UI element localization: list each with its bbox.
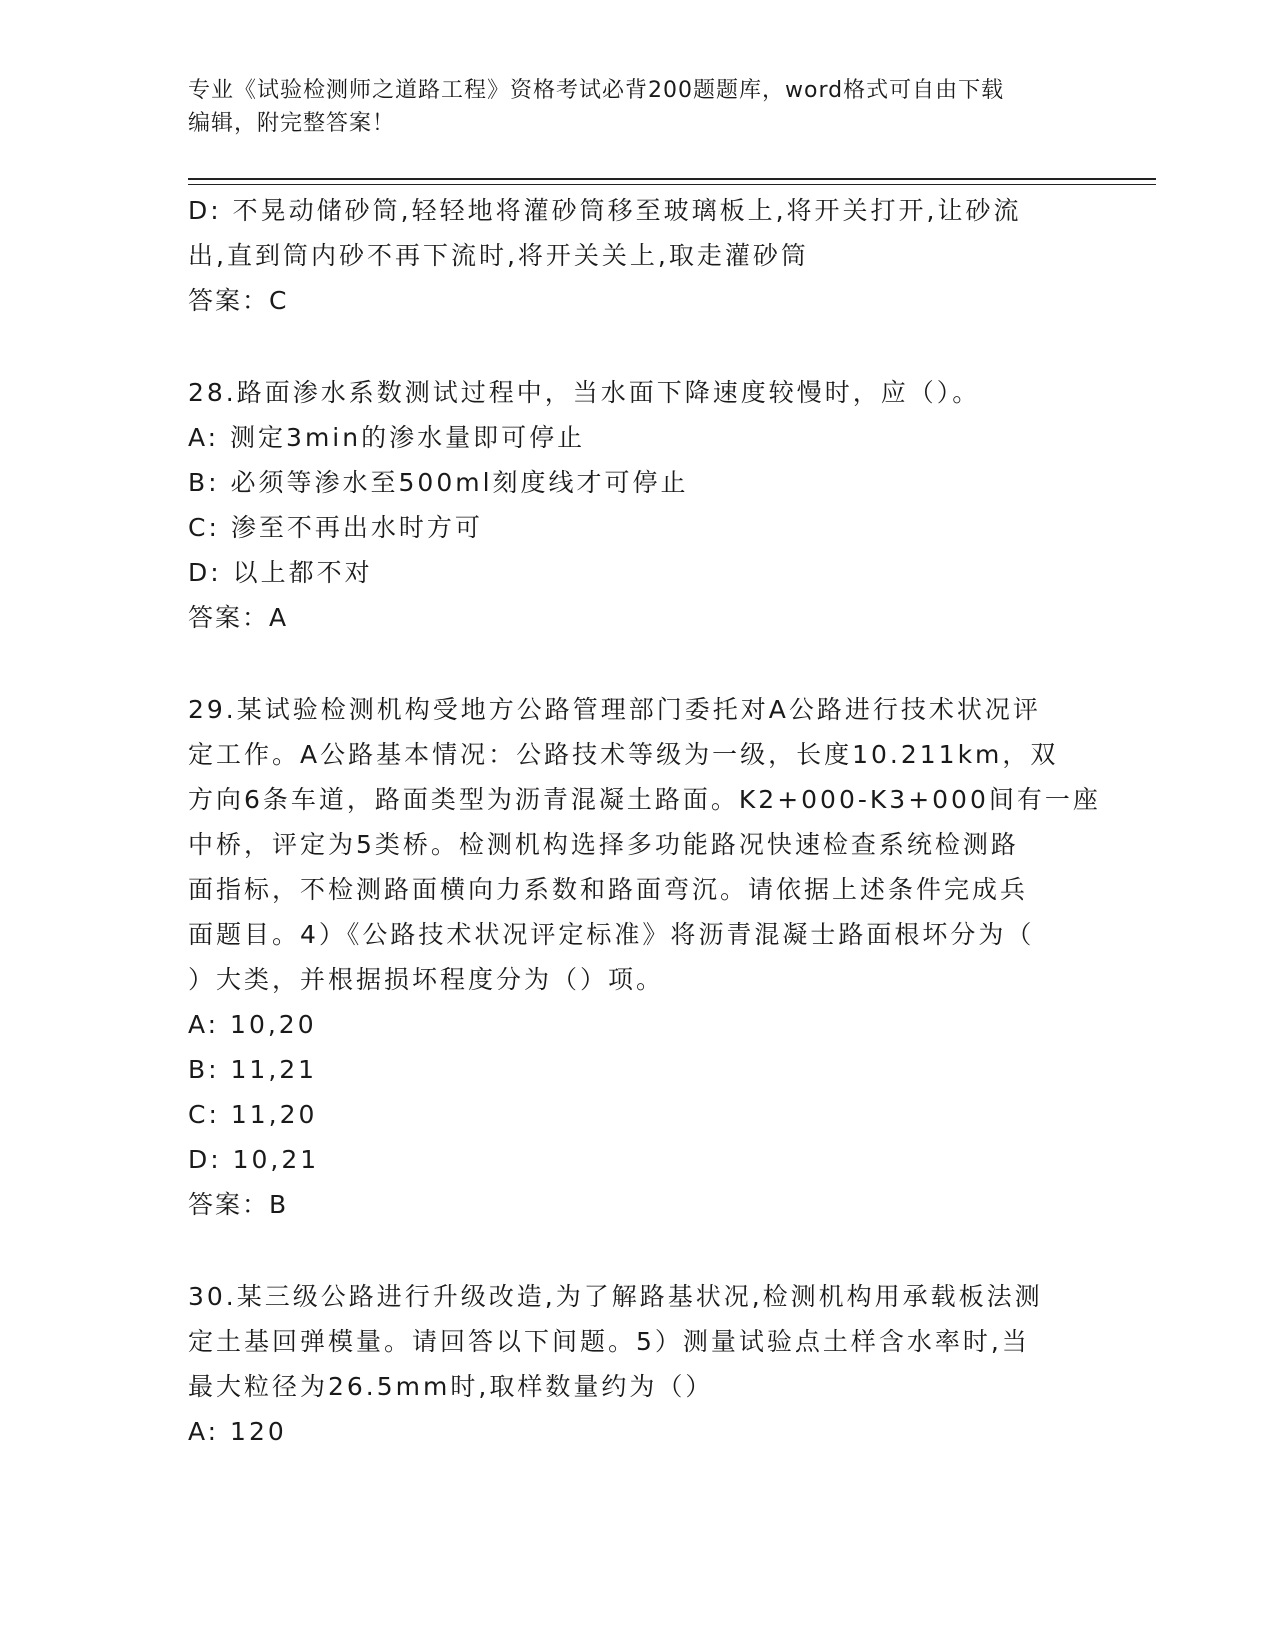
question-stem-line-3: 最大粒径为26.5mm时,取样数量约为（） bbox=[188, 1372, 714, 1401]
option-a: A: 120 bbox=[188, 1417, 287, 1446]
question-stem-line-6: 面题目。4）《公路技术状况评定标准》将沥青混凝士路面根坏分为（ bbox=[188, 920, 1035, 949]
spacer bbox=[188, 1227, 1088, 1274]
option-d-line-1: D: 不晃动储砂筒,轻轻地将灌砂筒移至玻璃板上,将开关打开,让砂流 bbox=[188, 196, 1022, 225]
option-a: A: 测定3min的渗水量即可停止 bbox=[188, 423, 586, 452]
header-divider-thick bbox=[188, 178, 1156, 180]
question-stem-line-3: 方向6条车道，路面类型为沥青混凝土路面。K2+000-K3+000间有一座 bbox=[188, 785, 1101, 814]
option-b: B: 11,21 bbox=[188, 1055, 318, 1084]
question-29 bbox=[188, 687, 1101, 1227]
option-d: D: 以上都不对 bbox=[188, 558, 373, 587]
option-d: D: 10,21 bbox=[188, 1145, 320, 1174]
header-line-1: 专业《试验检测师之道路工程》资格考试必背200题题库，word格式可自由下载 bbox=[188, 78, 1005, 103]
option-a: A: 10,20 bbox=[188, 1010, 317, 1039]
header-divider-thin bbox=[188, 184, 1156, 185]
document-header bbox=[188, 74, 1088, 140]
question-30 bbox=[188, 1274, 1088, 1454]
question-27-tail bbox=[188, 188, 1088, 323]
answer-line: 答案：B bbox=[188, 1190, 289, 1219]
option-d-line-2: 出,直到筒内砂不再下流时,将开关关上,取走灌砂筒 bbox=[188, 241, 809, 270]
question-stem-line-2: 定土基回弹模量。请回答以下间题。5）测量试验点土样含水率时,当 bbox=[188, 1327, 1030, 1356]
question-stem-line-7: ）大类，并根据损坏程度分为（）项。 bbox=[188, 965, 665, 994]
question-stem-line-2: 定工作。A公路基本情况：公路技术等级为一级，长度10.211km，双 bbox=[188, 740, 1059, 769]
answer-line: 答案：A bbox=[188, 603, 289, 632]
header-line-2: 编辑，附完整答案！ bbox=[188, 111, 396, 136]
option-b: B: 必须等渗水至500ml刻度线才可停止 bbox=[188, 468, 689, 497]
question-content bbox=[188, 188, 1101, 1454]
question-stem-line-1: 29.某试验检测机构受地方公路管理部门委托对A公路进行技术状况评 bbox=[188, 695, 1041, 724]
spacer bbox=[188, 640, 1088, 687]
option-c: C: 渗至不再出水时方可 bbox=[188, 513, 483, 542]
question-28 bbox=[188, 370, 1088, 640]
question-stem: 28.路面渗水系数测试过程中，当水面下降速度较慢时，应（）。 bbox=[188, 378, 981, 407]
option-c: C: 11,20 bbox=[188, 1100, 318, 1129]
question-stem-line-4: 中桥，评定为5类桥。检测机构选择多功能路况快速检查系统检测路 bbox=[188, 830, 1019, 859]
answer-line: 答案：C bbox=[188, 286, 289, 315]
spacer bbox=[188, 323, 1088, 370]
question-stem-line-1: 30.某三级公路进行升级改造,为了解路基状况,检测机构用承载板法测 bbox=[188, 1282, 1043, 1311]
question-stem-line-5: 面指标，不检测路面横向力系数和路面弯沉。请依据上述条件完成兵 bbox=[188, 875, 1029, 904]
